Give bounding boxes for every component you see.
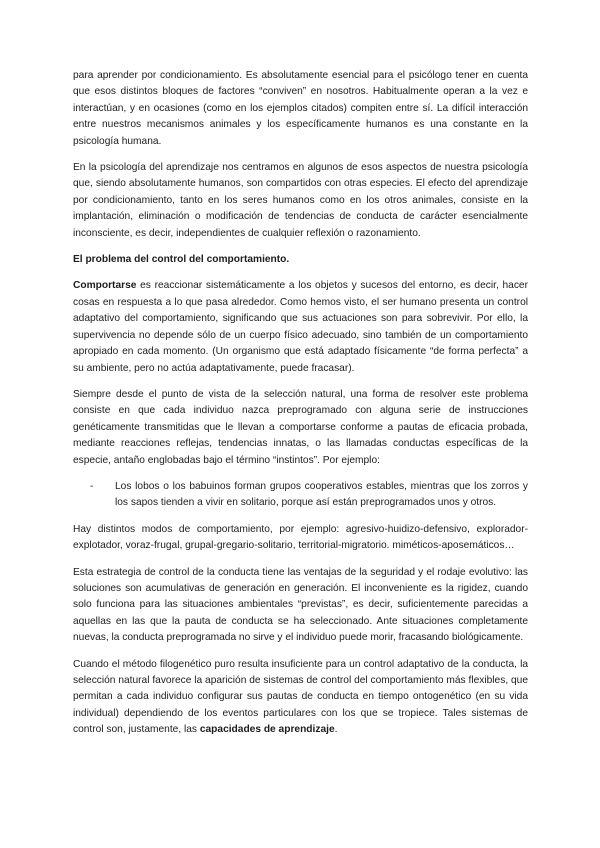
paragraph-strategy: Esta estrategia de control de la conducta tiene las ventajas de la seguridad y el rodaje evolutivo: las soluciones son acumulativas de generación en generación. El inconveniente es la rigidez, cuando solo funciona para las situaciones ambientales “previstas”, es decir, suficientemente parecidas a aquellas en las que la pauta de conducta se ha seleccionado. Ante situaciones completamente nuevas, la conducta preprogramada no sirve y el individuo puede morir, fracasando biológicamente. [73, 566, 528, 644]
paragraph-behaving-text: es reaccionar sistemáticamente a los objetos y sucesos del entorno, es decir, hacer cosas en respuesta a lo que pasa alrededor. Como hemos visto, el ser humano presenta un control adaptativo del comportamiento, significando que sus actuaciones son para sobrevivir. Por ello, la supervivencia no depende sólo de un cuerpo físico adecuado, sino también de un comportamiento apropiado en cada momento. (Un organismo que está adaptado físicamente “de forma perfecta” a su ambiente, pero no actúa adaptativamente, puede fracasar). [73, 280, 528, 374]
document-page [73, 68, 528, 749]
paragraph-natural-selection: Siempre desde el punto de vista de la selección natural, una forma de resolver este problema consiste en que cada individuo nazca preprogramado con alguna serie de instrucciones genéticamente transmitidas que le llevan a comportarse conforme a pautas de eficacia probada, mediante reacciones reflejas, tendencias innatas, o las llamadas conductas específicas de la especie, antaño englobadas bajo el término “instintos”. Por ejemplo: [73, 388, 528, 466]
list-item [73, 479, 528, 512]
paragraph-phylogenetic-text: Cuando el método filogenético puro resulta insuficiente para un control adaptativo de la conducta, la selección natural favorece la aparición de sistemas de control del comportamiento más flexibles, que permitan a cada individuo configurar sus pautas de conducta en tiempo ontogenético (en su vida individual) dependiendo de los eventos particulares con los que se tropiece. Tales sistemas de control son, justamente, las [73, 658, 528, 736]
paragraph-learning-psychology: En la psicología del aprendizaje nos centramos en algunos de esos aspectos de nuestra psicología que, siendo absolutamente humanos, son compartidos con otras especies. El efecto del aprendizaje por condicionamiento, tanto en los seres humanos como en los otros animales, consiste en la implantación, eliminación o modificación de tendencias de conducta de carácter esencialmente inconsciente, es decir, independientes de cualquier reflexión o razonamiento. [73, 162, 528, 239]
list-item-text: Los lobos o los babuinos forman grupos cooperativos estables, mientras que los zorros y los sapos tienden a vivir en solitario, porque así están preprogramados unos y otros. [115, 480, 528, 509]
term-learning-capacities: capacidades de aprendizaje [199, 724, 335, 736]
paragraph-behaving [73, 278, 528, 376]
paragraph-phylogenetic [73, 657, 528, 739]
list-dash: - [90, 480, 94, 492]
paragraph-behavior-modes: Hay distintos modos de comportamiento, por ejemplo: agresivo-huidizo-defensivo, explorador-explotador, voraz-frugal, grupal-gregario-solitario, territorial-migratorio. miméticos-aposemáticos… [73, 523, 528, 552]
paragraph-conditioning-intro: para aprender por condicionamiento. Es absolutamente esencial para el psicólogo tener en cuenta que esos distintos bloques de factores “conviven” en nosotros. Habitualmente operan a la vez e interactúan, y en ocasiones (como en los ejemplos citados) compiten entre sí. La difícil interacción entre nuestros mecanismos animales y los específicamente humanos es una constante en la psicología humana. [73, 70, 528, 147]
example-list [73, 479, 528, 512]
paragraph-phylogenetic-end: . [334, 724, 338, 736]
section-heading: El problema del control del comportamiento. [73, 254, 290, 266]
term-comportarse: Comportarse [73, 280, 137, 292]
